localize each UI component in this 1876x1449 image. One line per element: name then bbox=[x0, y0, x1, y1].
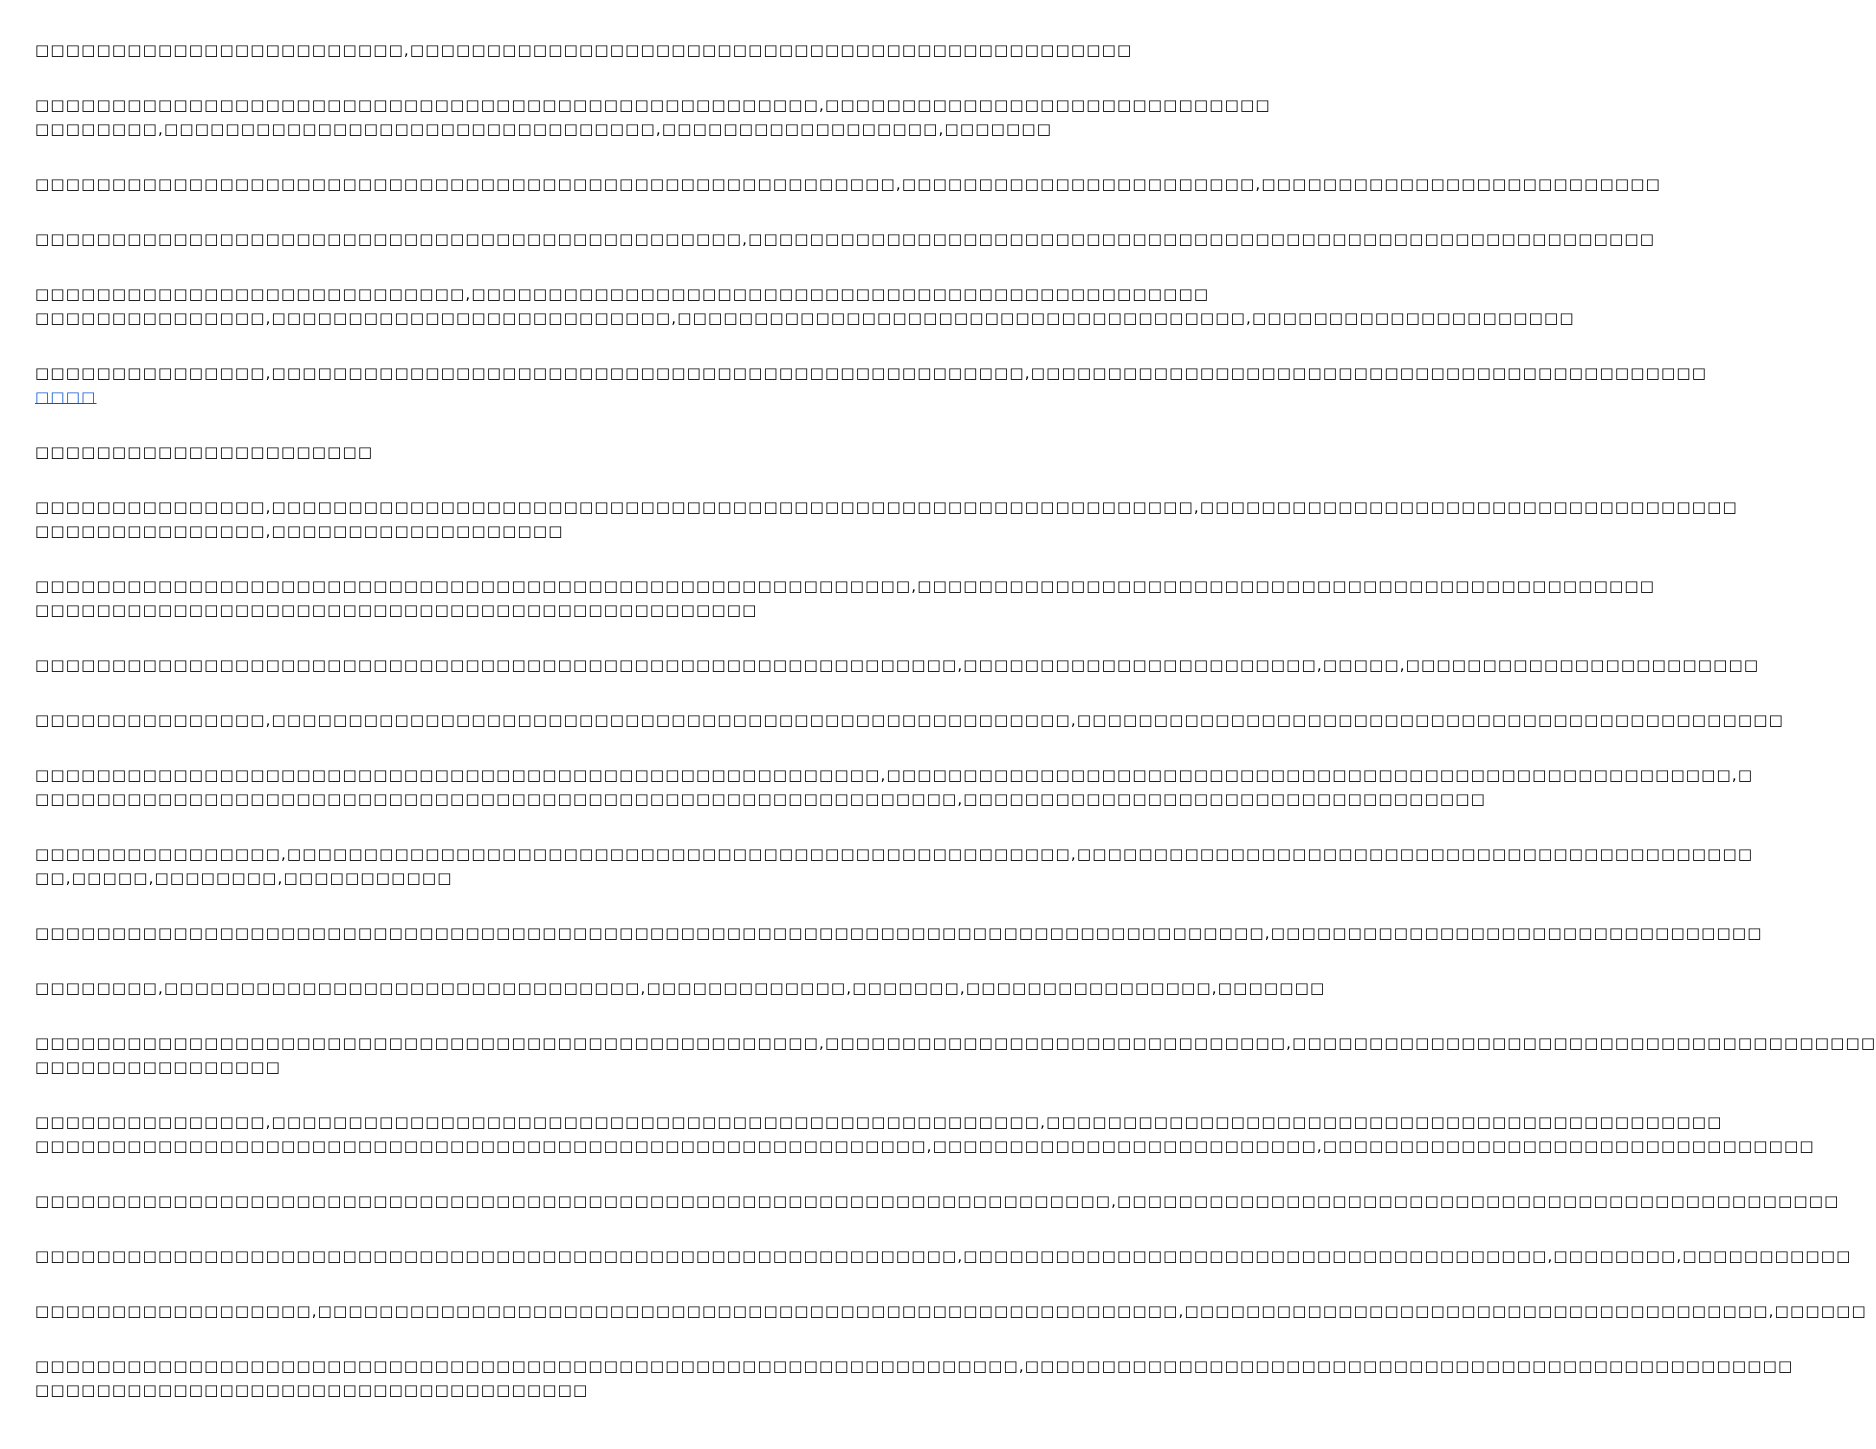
paragraph-20 bbox=[35, 1299, 1867, 1323]
text-line: □□□□□□□□□□□□□□□□□□□□□□□□□□□□□□□□□□□□□□□□□□□□□□□□□□□□□□□□□□□□,□□□□□□□□□□□□□□□□□□□□□□□□□□□□□□□□□□ bbox=[35, 790, 1486, 808]
document-body bbox=[35, 38, 1876, 1433]
paragraph-5 bbox=[35, 282, 1575, 330]
paragraph-2 bbox=[35, 93, 1271, 141]
paragraph-7 bbox=[35, 440, 990, 464]
text-line: □□□□□□□□□□□□□□□□,□□□□□□□□□□□□□□□□□□□□□□□□□□□□□□□□□□□□□□□□□□□□□□□□□□□,□□□□□□□□□□□□□□□□□□□□□□□□□□□□□□□□□□□□□□□□□□□□ bbox=[35, 845, 1754, 863]
paragraph-1 bbox=[35, 38, 1133, 62]
text-link[interactable]: □□□□ bbox=[35, 388, 97, 406]
paragraph-11 bbox=[35, 708, 1785, 732]
text-line: □□□□□□□□□□□□□□□□□□□□□□□□□□□□□□□□□□□□□□□□□□□□□□□□□□□□□□□□□□□□,□□□□□□□□□□□□□□□□□□□□□□□,□□□□□,□□□□□□□□□□□□□□□□□□□□□□□ bbox=[35, 656, 1760, 674]
text-line: □□□□□□□□□□□□□□□□ bbox=[35, 1058, 281, 1076]
text-line: □□□□□□□□□□□□□□□□□□□□□□□□□□□□□□□□□□□□□□□□□□□□□□□□□□□,□□□□□□□□□□□□□□□□□□□□□□□□□□□□□□,□□□□□□□□□□□□□□□□□□□□□□□□□□□□□□□□□□□□□□ bbox=[35, 1034, 1876, 1052]
text-line: □□□□□□□□□□□□□□□,□□□□□□□□□□□□□□□□□□□□□□□□□□□□□□□□□□□□□□□□□□□□□□□□□□□□□□□□□□□□,□□□□□□□□□□□□□□□□□□□□□□□□□□□□□□□□□□□ bbox=[35, 498, 1738, 516]
text-line: □□□□□□□□□□□□□□□□□□□□□□□□□□□□□□□□□□□□□□□□□□□□□□□□□□□□□□□□,□□□□□□□□□□□□□□□□□□□□□□□,□□□□□□□□□□□□□□□□□□□□□□□□□□ bbox=[35, 175, 1662, 193]
paragraph-13 bbox=[35, 842, 1754, 890]
paragraph-16 bbox=[35, 1031, 1876, 1079]
text-line: □□□□□□□□□□□□□□□□□□□□□□□□□□□□□□□□□□□□ bbox=[35, 1381, 589, 1399]
text-line: □□□□□□□□□□□□□□□□□□□□□□□□□□□□□□□□□□□□□□□□□□□□□□□□□□□□□□□,□□□□□□□□□□□□□□□□□□□□□□□□□□□□□□□□□□□□□□□□□□□□□□□□□□□□□□□,□ bbox=[35, 766, 1754, 784]
text-line: □□□□□□□□□□□□□□□□□□□□□□□□□□□□□□□□□□□□□□□□□□□□□□□□□□□,□□□□□□□□□□□□□□□□□□□□□□□□□□□□□ bbox=[35, 96, 1271, 114]
text-line: □□□□□□□□□□□□□□□,□□□□□□□□□□□□□□□□□□□ bbox=[35, 522, 564, 540]
text-line: □□□□□□□□□□□□□□□,□□□□□□□□□□□□□□□□□□□□□□□□□□□□□□□□□□□□□□□□□□□□□□□□□,□□□□□□□□□□□□□□□□□□□□□□□□□□□□□□□□□□□□□□□□□□□□ bbox=[35, 364, 1708, 382]
text-line: □□□□□□□□□□□□□□□□□□,□□□□□□□□□□□□□□□□□□□□□□□□□□□□□□□□□□□□□□□□□□□□□□□□□□□□□□□□,□□□□□□□□□□□□□□□□□□□□□□□□□□□□□□□□□□□□□□,□□□□□□ bbox=[35, 1302, 1867, 1320]
text-line: □□□□□□□□□□□□□□□□□□□□□□□□,□□□□□□□□□□□□□□□□□□□□□□□□□□□□□□□□□□□□□□□□□□□□□□□ bbox=[35, 41, 1133, 59]
link-line bbox=[35, 385, 990, 409]
text-line: □□□□□□□□□□□□□□□□□□□□□□□□□□□□□□□□□□□□□□□□□□□□□□,□□□□□□□□□□□□□□□□□□□□□□□□□□□□□□□□□□□□□□□□□□□□□□□□□□□□□□□□□□□ bbox=[35, 230, 1656, 248]
paragraph-4 bbox=[35, 227, 1656, 251]
paragraph-19 bbox=[35, 1244, 1852, 1268]
paragraph-15 bbox=[35, 976, 1326, 1000]
text-line: □□□□□□□□□□□□□□□,□□□□□□□□□□□□□□□□□□□□□□□□□□□□□□□□□□□□□□□□□□□□□□□□□□□□,□□□□□□□□□□□□□□□□□□□□□□□□□□□□□□□□□□□□□□□□□□□□□□ bbox=[35, 711, 1785, 729]
text-line: □□□□□□□□□□□□□□□□□□□□□□□□□□□□□□□□□□□□□□□□□□□□□□□□□□□□□□□□□□□□□□□□□□□□□□□□□□□□□□□□,□□□□□□□□□□□□□□□□□□□□□□□□□□□□□□□□ bbox=[35, 924, 1763, 942]
paragraph-18 bbox=[35, 1189, 1840, 1213]
text-line: □□□□□□□□□□□□□□□□□□□□□□□□□□□□□□□□□□□□□□□□□□□□□□□□□□□□□□□□□□,□□□□□□□□□□□□□□□□□□□□□□□□□,□□□□□□□□□□□□□□□□□□□□□□□□□□□□□□□□ bbox=[35, 1137, 1815, 1155]
text-line: □□□□□□□□□□□□□□□□□□□□□□□□□□□□,□□□□□□□□□□□□□□□□□□□□□□□□□□□□□□□□□□□□□□□□□□□□□□□□ bbox=[35, 285, 1210, 303]
text-line: □□□□□□□□,□□□□□□□□□□□□□□□□□□□□□□□□□□□□□□□,□□□□□□□□□□□□□,□□□□□□□,□□□□□□□□□□□□□□□□,□□□□□□□ bbox=[35, 979, 1326, 997]
paragraph-6 bbox=[35, 361, 1708, 409]
paragraph-17 bbox=[35, 1110, 1815, 1158]
text-line: □□□□□□□□□□□□□□□□□□□□□□ bbox=[35, 443, 374, 461]
text-line: □□□□□□□□□□□□□□□□□□□□□□□□□□□□□□□□□□□□□□□□□□□□□□□□□□□□□□□□□□□□□□□□□□□□□□,□□□□□□□□□□□□□□□□□□□□□□□□□□□□□□□□□□□□□□□□□□□□□□□ bbox=[35, 1192, 1840, 1210]
text-line: □□□□□□□□□□□□□□□□□□□□□□□□□□□□□□□□□□□□□□□□□□□□□□□□□□□□□□□□□,□□□□□□□□□□□□□□□□□□□□□□□□□□□□□□□□□□□□□□□□□□□□□□□□ bbox=[35, 577, 1656, 595]
text-line: □□□□□□□□□□□□□□□,□□□□□□□□□□□□□□□□□□□□□□□□□□,□□□□□□□□□□□□□□□□□□□□□□□□□□□□□□□□□□□□□,□□□□□□□□□□□□□□□□□□□□□ bbox=[35, 309, 1575, 327]
paragraph-8 bbox=[35, 495, 1738, 543]
paragraph-10 bbox=[35, 653, 1760, 677]
text-line: □□□□□□□□,□□□□□□□□□□□□□□□□□□□□□□□□□□□□□□□□,□□□□□□□□□□□□□□□□□□,□□□□□□□ bbox=[35, 120, 1053, 138]
paragraph-9 bbox=[35, 574, 1656, 622]
text-line: □□□□□□□□□□□□□□□,□□□□□□□□□□□□□□□□□□□□□□□□□□□□□□□□□□□□□□□□□□□□□□□□□□,□□□□□□□□□□□□□□□□□□□□□□□□□□□□□□□□□□□□□□□□□□□□ bbox=[35, 1113, 1723, 1131]
paragraph-3 bbox=[35, 172, 1662, 196]
paragraph-14 bbox=[35, 921, 1763, 945]
paragraph-12 bbox=[35, 763, 1754, 811]
text-line: □□□□□□□□□□□□□□□□□□□□□□□□□□□□□□□□□□□□□□□□□□□□□□□□□□□□□□□□□□□□,□□□□□□□□□□□□□□□□□□□□□□□□□□□□□□□□□□□□□□,□□□□□□□□,□□□□□□□□□□□ bbox=[35, 1247, 1852, 1265]
text-line: □□□□□□□□□□□□□□□□□□□□□□□□□□□□□□□□□□□□□□□□□□□□□□□□□□□□□□□□□□□□□□□□,□□□□□□□□□□□□□□□□□□□□□□□□□□□□□□□□□□□□□□□□□□□□□□□□□□ bbox=[35, 1357, 1794, 1375]
paragraph-21 bbox=[35, 1354, 1794, 1402]
text-line: □□,□□□□□,□□□□□□□□,□□□□□□□□□□□ bbox=[35, 869, 453, 887]
text-line: □□□□□□□□□□□□□□□□□□□□□□□□□□□□□□□□□□□□□□□□□□□□□□□ bbox=[35, 601, 758, 619]
